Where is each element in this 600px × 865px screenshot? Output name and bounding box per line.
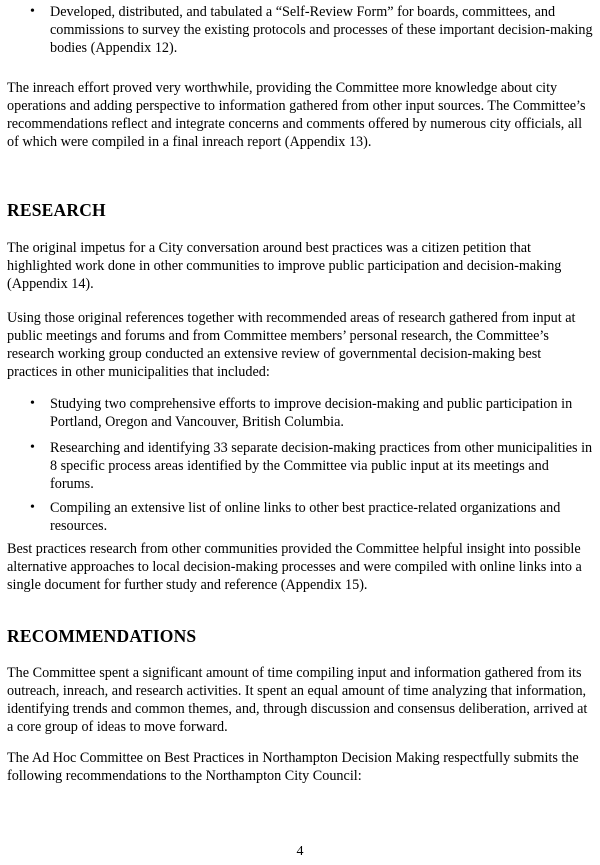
research-paragraph-impetus: The original impetus for a City conversation around best practices was a citizen petition that highlighted work done in other communities to improve public participation and decision-making (Appendix 14).	[7, 240, 562, 292]
bullet-icon: •	[30, 440, 35, 455]
bullet-icon: •	[30, 4, 35, 19]
list-item-text: Researching and identifying 33 separate decision-making practices from other municipalities in 8 specific process areas identified by the Committee via public input at its meetings and forums.	[50, 440, 593, 492]
bullet-icon: •	[30, 500, 35, 515]
research-heading: RESEARCH	[7, 200, 106, 220]
bullet-icon: •	[30, 396, 35, 411]
page-number: 4	[296, 844, 304, 859]
inreach-paragraph: The inreach effort proved very worthwhile, providing the Committee more knowledge about city operations and adding perspective to information gathered from other input sources. The Committee’s recommendations reflect and integrate concerns and comments offered by numerous city officials, all of which were compiled in a final inreach report (Appendix 13).	[7, 80, 586, 150]
research-paragraph-summary: Best practices research from other communities provided the Committee helpful insight into possible alternative approaches to local decision-making processes and were compiled with online links into a single document for further study and reference (Appendix 15).	[7, 541, 582, 593]
recommendations-paragraph-analysis: The Committee spent a significant amount of time compiling input and information gathered from its outreach, inreach, and research activities. It spent an equal amount of time analyzing that information, identifying trends and common themes, and, through discussion and consensus deliberation, arrived at a core group of ideas to move forward.	[7, 665, 588, 735]
list-item-text: Developed, distributed, and tabulated a “Self-Review Form” for boards, committees, and commissions to survey the existing protocols and processes of these important decision-making bodies (Appendix 12).	[50, 4, 593, 56]
recommendations-heading: RECOMMENDATIONS	[7, 626, 197, 646]
research-paragraph-review: Using those original references together with recommended areas of research gathered from input at public meetings and forums and from Committee members’ personal research, the Committee’s research working group conducted an extensive review of governmental decision-making best practices in other municipalities that included:	[7, 310, 576, 380]
recommendations-paragraph-submission: The Ad Hoc Committee on Best Practices in Northampton Decision Making respectfully submits the following recommendations to the Northampton City Council:	[7, 750, 579, 784]
list-item-text: Compiling an extensive list of online links to other best practice-related organizations and resources.	[50, 500, 561, 534]
list-item-text: Studying two comprehensive efforts to improve decision-making and public participation in Portland, Oregon and Vancouver, British Columbia.	[50, 396, 573, 430]
